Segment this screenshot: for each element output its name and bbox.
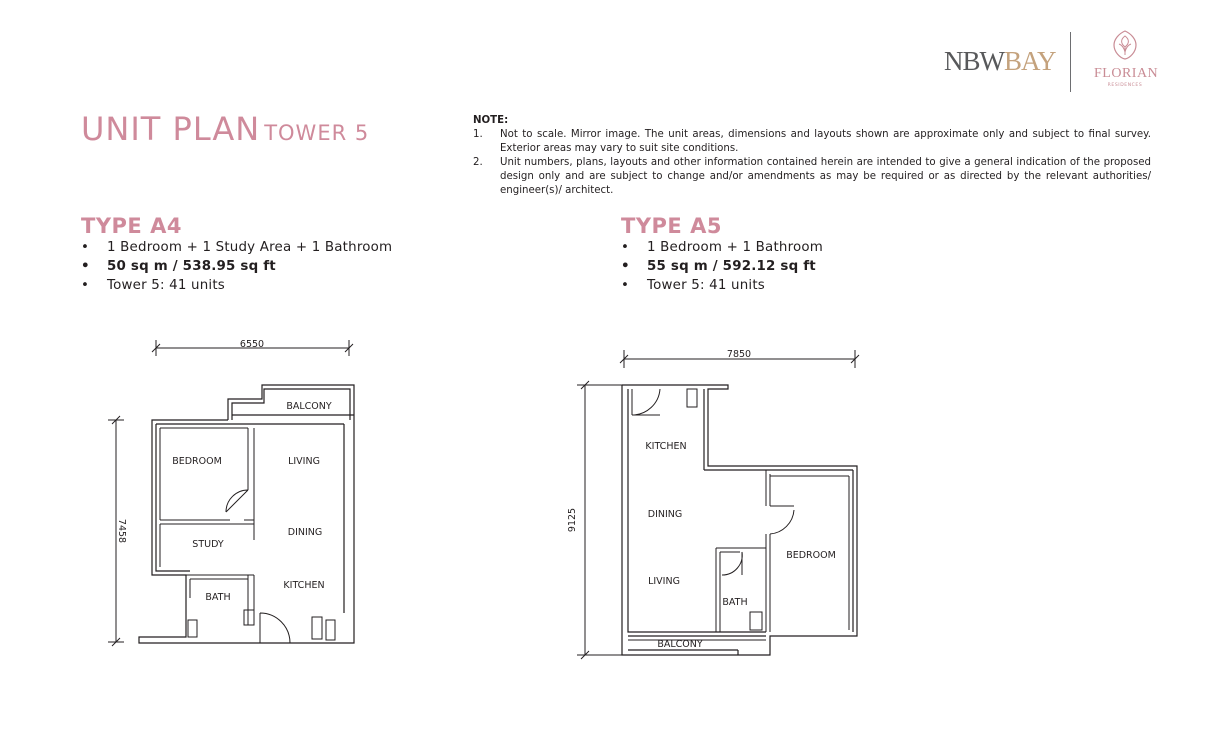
list-item: • 50 sq m / 538.95 sq ft [81, 259, 276, 274]
a5-width-dim-label: 7850 [726, 349, 752, 360]
notes-heading: NOTE: [473, 115, 509, 126]
bullet-text: 1 Bedroom + 1 Bathroom [647, 240, 824, 255]
bullet-text: 50 sq m / 538.95 sq ft [107, 259, 276, 274]
a4-room-bath: BATH [205, 592, 231, 603]
nbw-logo-text: NBW [944, 46, 1004, 76]
a4-room-living: LIVING [288, 456, 320, 467]
page-title-main: UNIT PLAN [81, 110, 261, 148]
outer-walls [139, 385, 354, 643]
type-a4-title: TYPE A4 [81, 214, 182, 238]
bay-logo-text: BAY [1004, 46, 1056, 76]
list-item: • Tower 5: 41 units [621, 278, 765, 293]
a5-room-bedroom: BEDROOM [786, 550, 836, 561]
a4-width-dim-label: 6550 [239, 339, 265, 350]
bullet-text: Tower 5: 41 units [647, 278, 765, 293]
a4-depth-dim-label: 7458 [116, 518, 127, 544]
bullet-text: 1 Bedroom + 1 Study Area + 1 Bathroom [107, 240, 393, 255]
dimension-line-depth [577, 381, 629, 659]
residences-logo-text: RESIDENCES [1107, 83, 1143, 88]
bullet-text: 55 sq m / 592.12 sq ft [647, 259, 816, 274]
a5-room-balcony: BALCONY [657, 639, 703, 650]
a4-room-balcony: BALCONY [286, 401, 332, 412]
bullet-text: Tower 5: 41 units [107, 278, 225, 293]
list-item: • 1 Bedroom + 1 Bathroom [621, 240, 824, 255]
a4-room-kitchen: KITCHEN [283, 580, 325, 591]
floor-plan-a4 [108, 339, 354, 646]
a4-room-bedroom: BEDROOM [172, 456, 222, 467]
floor-plan-a5 [567, 349, 859, 659]
a5-room-dining: DINING [647, 509, 683, 520]
list-item: • Tower 5: 41 units [81, 278, 225, 293]
list-item: • 55 sq m / 592.12 sq ft [621, 259, 816, 274]
a4-room-study: STUDY [192, 539, 224, 550]
a5-room-bath: BATH [722, 597, 748, 608]
a4-room-dining: DINING [287, 527, 323, 538]
note-number: 2. [473, 157, 483, 168]
page-subtitle: TOWER 5 [264, 121, 370, 145]
type-a5-title: TYPE A5 [621, 214, 722, 238]
note-number: 1. [473, 129, 483, 140]
note-text: Unit numbers, plans, layouts and other information contained herein are intended to give a general indication of the proposed design only and are subject to change and/or amendments as may be required or as directed by the relevant authorities/ engineer(s)/ architect. [500, 157, 1151, 196]
a5-room-living: LIVING [648, 576, 680, 587]
note-text: Not to scale. Mirror image. The unit areas, dimensions and layouts shown are approximate only and subject to final survey. Exterior areas may vary to suit site conditions. [500, 129, 1151, 154]
a5-room-kitchen: KITCHEN [645, 441, 687, 452]
outer-walls [622, 385, 857, 655]
florian-logo-text: FLORIAN [1094, 66, 1159, 81]
list-item: • 1 Bedroom + 1 Study Area + 1 Bathroom [81, 240, 393, 255]
a5-depth-dim-label: 9125 [567, 507, 578, 533]
